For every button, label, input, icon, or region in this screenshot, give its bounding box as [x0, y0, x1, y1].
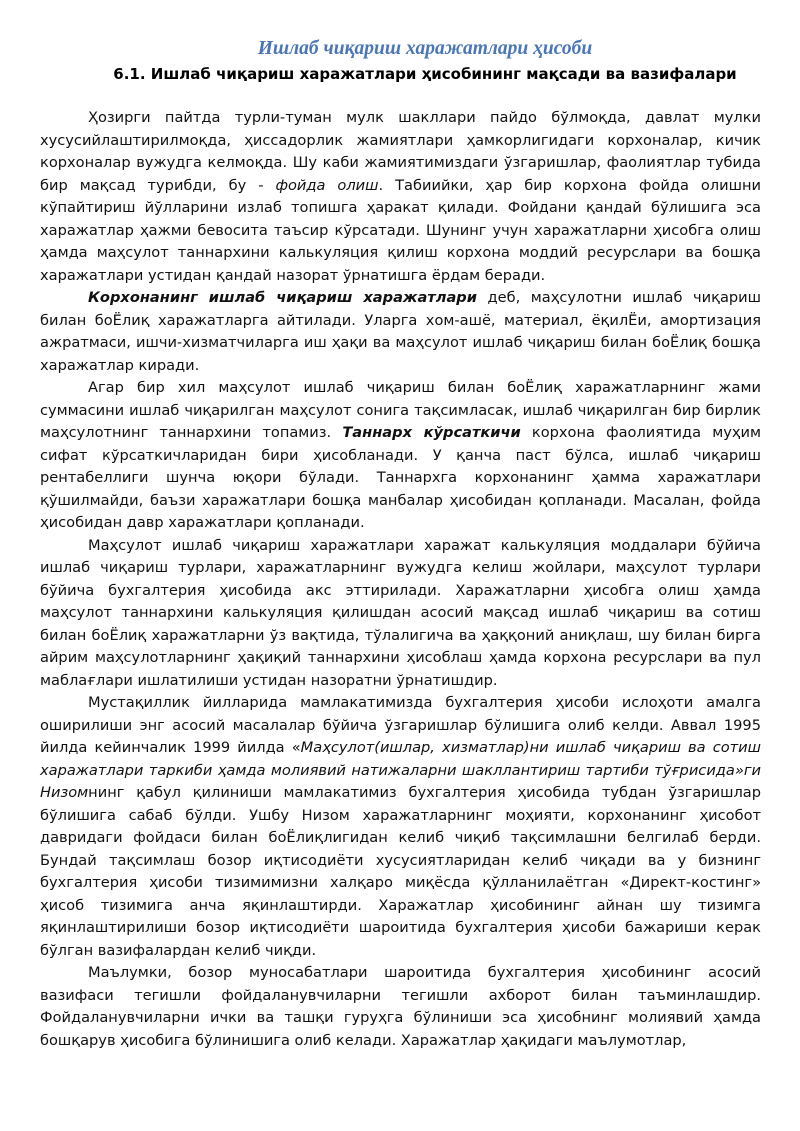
paragraph	[40, 107, 761, 287]
paragraph	[40, 287, 761, 377]
term-text: Таннарх кўрсаткичи	[342, 424, 521, 441]
emphasis-text: Маҳсулот(ишлар, хизматлар)ни ишлаб чиқариш ва сотиш харажатлари таркиби ҳамда молиявий натижаларни шакллантириш тартиби тўғрисида»ги Низом	[40, 739, 761, 801]
document-title: Ишлаб чиқариш харажатлари ҳисоби	[257, 38, 593, 59]
emphasis-text: фойда олиш	[275, 176, 379, 194]
text-run: Маҳсулот ишлаб чиқариш харажатлари харажат калькуляция моддалари бўйича ишлаб чиқариш турлари, харажатларнинг вужудга келиш жойлари, маҳсулот турлари бўйича бухгалтерия ҳисобида акс эттирилади. Харажатларни ҳисобга олиш ҳамда маҳсулот таннархини калькуляция қилишдан асосий мақсад ишлаб чиқариш ва сотиш билан боЁлиқ харажатларни ўз вақтида, тўлалигича ва ҳаққоний аниқлаш, шу билан бирга айрим маҳсулотларнинг ҳақиқий таннархини ҳисоблаш ҳамда корхона ресурслари ва пул маблағлари ишлатилиши устидан назоратни ўрнатишдир.	[40, 536, 761, 689]
text-run: Маълумки, бозор муносабатлари шароитида бухгалтерия ҳисобининг асосий вазифаси тегишли фойдаланувчиларни тегишли ахборот билан таъминлашдир. Фойдаланувчиларни ички ва ташқи гуруҳга бўлиниши эса ҳисобнинг молиявий ҳамда бошқарув ҳисобига бўлинишига олиб келади. Харажатлар ҳақидаги маълумотлар,	[40, 964, 761, 1049]
text-run: Агар бир хил маҳсулот ишлаб чиқариш билан боЁлиқ харажатларнинг жами суммасини ишлаб чиқарилган маҳсулот сонига тақсимласак, ишлаб чиқарилган бир бирлик маҳсулотнинг таннархини топамиз.	[40, 379, 761, 441]
paragraph	[40, 962, 761, 1052]
term-text: Корхонанинг ишлаб чиқариш харажатлари	[88, 289, 477, 306]
paragraph	[40, 535, 761, 693]
text-run: Ҳозирги пайтда турли-туман мулк шакллари пайдо бўлмоқда, давлат мулки хусусийлаштирилмоқда, ҳиссадорлик жамиятлари ҳамкорлигидаги корхоналар, кичик корхоналар вужудга келмоқда. Шу каби жамиятимиздаги ўзгаришлар, фаолиятлар тубида бир мақсад турибди, бу -	[40, 109, 761, 194]
text-run: нинг қабул қилиниши мамлакатимиз бухгалтерия ҳисобида тубдан ўзгаришлар бўлишига сабаб бўлди. Ушбу Низом харажатларнинг моҳияти, корхонанинг ҳисобот давридаги фойдаси билан боЁлиқлигидан келиб чиқиб тақсимлашни белгилаб берди. Бундай тақсимлаш бозор иқтисодиёти хусусиятларидан келиб чиқади ва у бизнинг бухгалтерия ҳисоби тизимимизни халқаро миқёсда қўлланилаётган «Директ-костинг» ҳисоб тизимига анча яқинлаштирди. Харажатлар ҳисобининг айнан шу тизимга яқинлаштирилиши бозор иқтисодиёти шароитида бухгалтерия ҳисоби бажариши керак бўлган вазифалардан келиб чиқди.	[40, 784, 761, 959]
paragraph	[40, 377, 761, 535]
section-heading: 6.1. Ишлаб чиқариш харажатлари ҳисобининг мақсади ва вазифалари	[113, 65, 737, 83]
text-run: . Табиийки, ҳар бир корхона фойда олишни кўпайтириш йўлларини излаб топишга ҳаракат қилади. Фойдани қандай бўлишига эса харажатлар ҳажми бевосита таъсир кўрсатади. Шунинг учун харажатларни ҳисобга олиш ҳамда маҳсулот таннархини калькуляция қилиш корхона моддий ресурслари ва бошқа харажатлари устидан қандай назорат ўрнатишга ёрдам беради.	[40, 176, 761, 284]
paragraph	[40, 692, 761, 962]
text-run: Мустақиллик йилларида мамлакатимизда бухгалтерия ҳисоби ислоҳоти амалга оширилиши энг асосий масалалар бўйича ўзгаришлар бўлишига олиб келди. Аввал 1995 йилда кейинчалик 1999 йилда «	[40, 694, 761, 756]
text-run: деб, маҳсулотни ишлаб чиқариш билан боЁлиқ харажатларга айтилади. Уларга хом-ашё, материал, ёқилЁи, амортизация ажратмаси, ишчи-хизматчиларга иш ҳақи ва маҳсулот ишлаб чиқариш билан боЁлиқ бошқа харажатлар киради.	[40, 289, 761, 374]
body-text	[40, 107, 761, 1052]
text-run: корхона фаолиятида муҳим сифат кўрсаткичларидан бири ҳисобланади. У қанча паст бўлса, ишлаб чиқариш рентабеллиги шунча юқори бўлади. Таннархга корхонанинг ҳамма харажатлари қўшилмайди, баъзи харажатлари бошқа манбалар ҳисобидан қопланади. Масалан, фойда ҳисобидан давр харажатлари қопланади.	[40, 424, 761, 531]
